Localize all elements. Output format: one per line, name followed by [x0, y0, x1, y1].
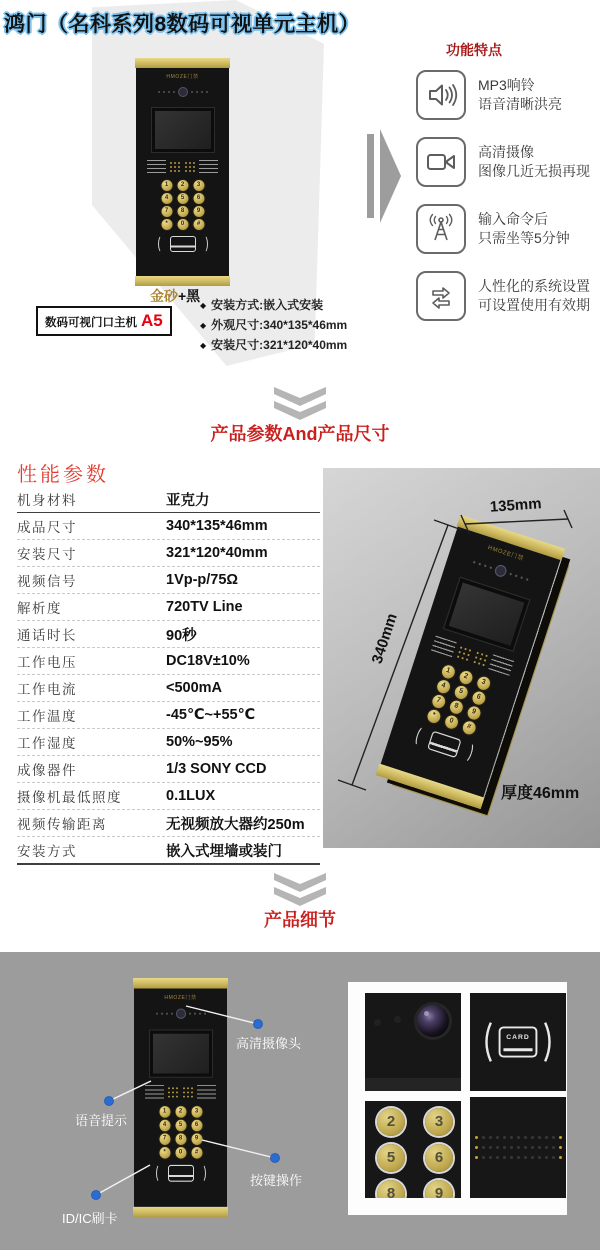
speaker-hole-dot — [538, 1136, 541, 1139]
speaker-hole-dot — [475, 1146, 478, 1149]
led-dot — [201, 91, 203, 93]
spec-value: 1/3 SONY CCD — [166, 761, 267, 777]
spec-label: 解析度 — [17, 601, 62, 616]
keypad-key: 2 — [457, 669, 473, 685]
keypad-key: 1 — [161, 180, 172, 191]
speaker-hole-dot — [503, 1156, 506, 1159]
specs-heading: 性能参数 — [17, 464, 109, 486]
spec-value: 0.1LUX — [166, 788, 216, 804]
spec-value: 无视频放大器约250m — [166, 816, 305, 833]
device-gold-top-bar — [133, 978, 228, 989]
led-dot — [168, 91, 170, 93]
diamond-icon: ◆ — [200, 321, 207, 330]
keypad-key: 9 — [193, 206, 204, 217]
feature-line1: MP3响铃 — [478, 77, 535, 93]
detail-device-slot — [133, 978, 228, 1217]
feature-line2: 可设置使用有效期 — [478, 297, 590, 313]
speaker-hole-dot — [559, 1146, 562, 1149]
speaker-hole-dot — [482, 1136, 485, 1139]
spec-row — [17, 594, 320, 621]
speaker-hole-dot — [489, 1136, 492, 1139]
intercom-device — [133, 978, 228, 1217]
arrows-icon — [416, 271, 466, 321]
device-gold-bottom-bar — [135, 276, 230, 286]
spec-label: 机身材料 — [17, 493, 77, 508]
device-gold-top-bar — [135, 58, 230, 68]
card-wave-left-icon — [158, 235, 166, 253]
keypad-key: 1 — [440, 663, 456, 679]
speaker-hole-dot — [552, 1136, 555, 1139]
keypad-key: 5 — [177, 193, 188, 204]
spec-value: DC18V±10% — [166, 653, 250, 669]
spec-row — [17, 621, 320, 648]
spec-value: 720TV Line — [166, 599, 243, 615]
install-spec-bullet — [200, 296, 347, 313]
spec-row — [17, 756, 320, 783]
spec-value: -45℃~+55℃ — [166, 707, 256, 723]
keypad-key: * — [425, 708, 441, 724]
device-speaker-grille — [134, 1085, 227, 1099]
keypad-key: 9 — [191, 1133, 202, 1145]
device-screen — [152, 108, 214, 152]
camera-lens-icon — [176, 1008, 186, 1019]
feature-item — [416, 271, 590, 321]
detail-grid-panel — [348, 982, 567, 1215]
spec-value: 321*120*40mm — [166, 545, 268, 561]
led-dot — [191, 91, 193, 93]
antenna-icon — [416, 204, 466, 254]
speaker-hole-dot — [538, 1156, 541, 1159]
detail-keypad-key: 8 — [377, 1180, 405, 1198]
section-divider-params: 产品参数And产品尺寸 — [210, 424, 390, 444]
keypad-key: 0 — [177, 219, 188, 230]
keypad-key: 5 — [175, 1120, 186, 1132]
device-body — [134, 989, 227, 1207]
detail-keypad-key: 9 — [425, 1180, 453, 1198]
speaker-hole-dot — [531, 1156, 534, 1159]
spec-label: 安装方式 — [17, 844, 77, 859]
device-card-reader — [136, 235, 229, 253]
speaker-hole-dot — [524, 1156, 527, 1159]
spec-row — [17, 702, 320, 729]
speaker-hole-dot — [559, 1156, 562, 1159]
keypad-key: 3 — [475, 675, 491, 691]
led-dot — [196, 91, 198, 93]
keypad-key: 0 — [175, 1147, 186, 1159]
keypad-key: * — [161, 219, 172, 230]
card-icon — [168, 1165, 194, 1182]
callout-label: 高清摄像头 — [236, 1036, 302, 1051]
speaker-hole-dot — [489, 1156, 492, 1159]
led-dot — [194, 1013, 196, 1015]
keypad-key: 2 — [175, 1106, 186, 1118]
keypad-key: 0 — [443, 714, 459, 730]
card-wave-right-icon — [198, 1164, 206, 1183]
keypad-key: 4 — [435, 678, 451, 694]
led-dot — [166, 1013, 168, 1015]
camera-detail-image — [365, 993, 461, 1091]
device-brand-logo: HMOZE门禁 — [164, 994, 197, 1002]
speaker-hole-dot — [524, 1146, 527, 1149]
camera-lens-icon — [417, 1005, 449, 1037]
bullet-text: 安装尺寸:321*120*40mm — [211, 338, 348, 352]
spec-row — [17, 567, 320, 594]
led-dot — [189, 1013, 191, 1015]
speaker-hole-dot — [510, 1156, 513, 1159]
depth-dimension-label: 厚度46mm — [501, 785, 580, 802]
speaker-hole-dot — [552, 1146, 555, 1149]
camera-lens-icon — [178, 87, 188, 97]
speaker-hole-dot — [489, 1146, 492, 1149]
install-spec-bullets — [200, 296, 347, 356]
spec-label: 视频传输距离 — [17, 817, 107, 832]
keypad-key: 9 — [465, 705, 481, 721]
speaker-hole-dot — [517, 1146, 520, 1149]
keypad-key: 2 — [177, 180, 188, 191]
keypad-key: 6 — [191, 1120, 202, 1132]
color-variant-label — [150, 286, 200, 306]
speaker-lines — [145, 1085, 164, 1099]
spec-value: 340*135*46mm — [166, 518, 268, 534]
keypad-key: # — [461, 719, 477, 735]
flow-arrow-bar — [367, 134, 374, 218]
led-dot — [204, 1013, 206, 1015]
card-reader-detail-image — [470, 993, 566, 1091]
speaker-hole-dot — [496, 1136, 499, 1139]
detail-keypad-key: 5 — [377, 1144, 405, 1172]
keypad-detail-image — [365, 1101, 461, 1198]
diamond-icon: ◆ — [200, 341, 207, 350]
spec-value: <500mA — [166, 680, 223, 696]
callout-label: 语音提示 — [75, 1113, 128, 1128]
detail-keypad-key: 6 — [425, 1144, 453, 1172]
detail-keypad-key: 3 — [425, 1108, 453, 1136]
speaker-hole-dot — [552, 1156, 555, 1159]
spec-value: 1Vp-p/75Ω — [166, 572, 239, 588]
install-spec-bullet — [200, 316, 347, 333]
keypad-key: 5 — [453, 684, 469, 700]
spec-label: 工作湿度 — [17, 736, 77, 751]
device-camera-row — [134, 1008, 227, 1019]
spec-label: 工作电流 — [17, 682, 77, 697]
keypad-key: 6 — [193, 193, 204, 204]
led-dot — [206, 91, 208, 93]
keypad-key: 8 — [448, 699, 464, 715]
keypad-key: 1 — [159, 1106, 170, 1118]
speaker-hole-dot — [496, 1156, 499, 1159]
intercom-device — [135, 58, 230, 286]
speaker-lines — [197, 1085, 216, 1099]
led-dot — [161, 1013, 163, 1015]
feature-line1: 输入命令后 — [478, 211, 548, 227]
feature-item — [416, 137, 590, 187]
bullet-text: 外观尺寸:340*135*46mm — [211, 318, 348, 332]
width-dimension-label: 135mm — [489, 495, 543, 516]
device-screen — [150, 1031, 212, 1077]
led-dot — [173, 91, 175, 93]
speaker-icon — [416, 70, 466, 120]
product-details-band — [0, 952, 600, 1250]
spec-value: 嵌入式埋墙或装门 — [166, 843, 282, 860]
keypad-key: # — [193, 219, 204, 230]
keypad-key: * — [159, 1147, 170, 1159]
keypad-key: 7 — [430, 693, 446, 709]
spec-label: 工作电压 — [17, 655, 77, 670]
callout-label: 按键操作 — [250, 1173, 303, 1188]
spec-value: 50%~95% — [166, 734, 233, 750]
speaker-hole-dot — [524, 1136, 527, 1139]
speaker-holes — [169, 161, 181, 172]
swipe-card-icon — [475, 1010, 561, 1074]
feature-line1: 人性化的系统设置 — [478, 278, 590, 294]
device-keypad — [161, 180, 204, 230]
card-icon — [170, 236, 196, 252]
speaker-hole-dot — [475, 1156, 478, 1159]
led-dot — [163, 91, 165, 93]
double-chevron-down-icon — [273, 872, 327, 908]
spec-row — [17, 729, 320, 756]
speaker-hole-dot — [510, 1136, 513, 1139]
feature-line2: 语音清晰洪亮 — [478, 96, 562, 112]
dimension-lines — [323, 468, 600, 848]
install-spec-bullet — [200, 336, 347, 353]
spec-label: 视频信号 — [17, 574, 77, 589]
features-list — [416, 70, 590, 338]
spec-label: 通话时长 — [17, 628, 77, 643]
model-code: A5 — [141, 311, 163, 330]
camera-panel-strip — [365, 1078, 461, 1091]
spec-label: 工作温度 — [17, 709, 77, 724]
speaker-hole-dot — [517, 1156, 520, 1159]
spec-row — [17, 837, 320, 865]
device-speaker-grille — [136, 160, 229, 173]
speaker-hole-dot — [545, 1146, 548, 1149]
speaker-hole-dot — [559, 1136, 562, 1139]
spec-row — [17, 486, 320, 513]
callout-label: ID/IC刷卡 — [62, 1211, 118, 1226]
feature-item — [416, 70, 590, 120]
speaker-hole-dot — [510, 1146, 513, 1149]
variant-gold-text: 金砂 — [150, 288, 178, 304]
speaker-lines — [199, 160, 218, 173]
feature-line1: 高清摄像 — [478, 144, 534, 160]
keypad-key: 7 — [159, 1133, 170, 1145]
spec-label: 安装尺寸 — [17, 547, 77, 562]
speaker-hole-dot — [517, 1136, 520, 1139]
keypad-key: 6 — [470, 690, 486, 706]
feature-line2: 只需坐等5分钟 — [478, 230, 570, 246]
device-brand-logo: HMOZE门禁 — [486, 544, 525, 563]
keypad-key: 7 — [161, 206, 172, 217]
double-chevron-down-icon — [273, 386, 327, 422]
model-label: 数码可视门口主机 — [45, 317, 137, 329]
speaker-hole-dot — [531, 1146, 534, 1149]
variant-black-text: +黑 — [178, 288, 201, 304]
speaker-hole-dot — [538, 1146, 541, 1149]
dimension-diagram — [323, 468, 600, 848]
spec-row — [17, 540, 320, 567]
speaker-hole-dot — [545, 1156, 548, 1159]
spec-row — [17, 783, 320, 810]
detail-keypad-key: 2 — [377, 1108, 405, 1136]
keypad-key: 8 — [177, 206, 188, 217]
hero-device-slot — [135, 58, 230, 286]
keypad-key: 8 — [175, 1133, 186, 1145]
led-dot — [171, 1013, 173, 1015]
card-text: CARD — [506, 1034, 530, 1042]
device-camera-row — [136, 87, 229, 97]
feature-item — [416, 204, 590, 254]
device-card-reader — [134, 1164, 227, 1183]
spec-table — [17, 486, 320, 865]
speaker-holes — [184, 161, 196, 172]
speaker-hole-dot — [475, 1136, 478, 1139]
section-divider-details: 产品细节 — [264, 910, 336, 930]
spec-row — [17, 648, 320, 675]
height-dimension-label: 340mm — [368, 611, 401, 666]
ir-led-dot — [394, 1016, 401, 1023]
bullet-text: 安装方式:嵌入式安装 — [211, 298, 324, 312]
speaker-hole-dot — [503, 1136, 506, 1139]
camera-icon — [416, 137, 466, 187]
device-brand-logo: HMOZE门禁 — [166, 74, 199, 80]
features-heading: 功能特点 — [446, 42, 502, 58]
keypad-key: # — [191, 1147, 202, 1159]
spec-value: 亚克力 — [166, 492, 210, 509]
spec-row — [17, 810, 320, 837]
speaker-hole-dot — [482, 1156, 485, 1159]
spec-label: 成像器件 — [17, 763, 77, 778]
keypad-key: 3 — [191, 1106, 202, 1118]
flow-arrow-right-icon — [380, 129, 401, 223]
speaker-lines — [147, 160, 166, 173]
model-name-box — [36, 306, 172, 336]
device-body — [136, 68, 229, 276]
led-dot — [199, 1013, 201, 1015]
spec-label: 成品尺寸 — [17, 520, 77, 535]
keypad-key: 3 — [193, 180, 204, 191]
speaker-holes — [167, 1086, 179, 1098]
spec-label: 摄像机最低照度 — [17, 790, 122, 805]
feature-line2: 图像几近无损再现 — [478, 163, 590, 179]
spec-value: 90秒 — [166, 627, 197, 644]
device-gold-bottom-bar — [133, 1207, 228, 1218]
device-keypad — [159, 1106, 202, 1159]
ir-led-dot — [374, 1019, 381, 1026]
card-wave-right-icon — [200, 235, 208, 253]
speaker-detail-image — [470, 1097, 566, 1198]
spec-row — [17, 513, 320, 540]
keypad-key: 4 — [159, 1120, 170, 1132]
speaker-holes — [182, 1086, 194, 1098]
speaker-hole-dot — [482, 1146, 485, 1149]
page-title: 鸿门（名科系列8数码可视单元主机） — [4, 13, 361, 36]
speaker-hole-dot — [545, 1136, 548, 1139]
diamond-icon: ◆ — [200, 301, 207, 310]
led-dot — [158, 91, 160, 93]
led-dot — [156, 1013, 158, 1015]
speaker-hole-dot — [496, 1146, 499, 1149]
card-wave-left-icon — [156, 1164, 164, 1183]
speaker-hole-dot — [531, 1136, 534, 1139]
keypad-key: 4 — [161, 193, 172, 204]
spec-row — [17, 675, 320, 702]
speaker-hole-dot — [503, 1146, 506, 1149]
